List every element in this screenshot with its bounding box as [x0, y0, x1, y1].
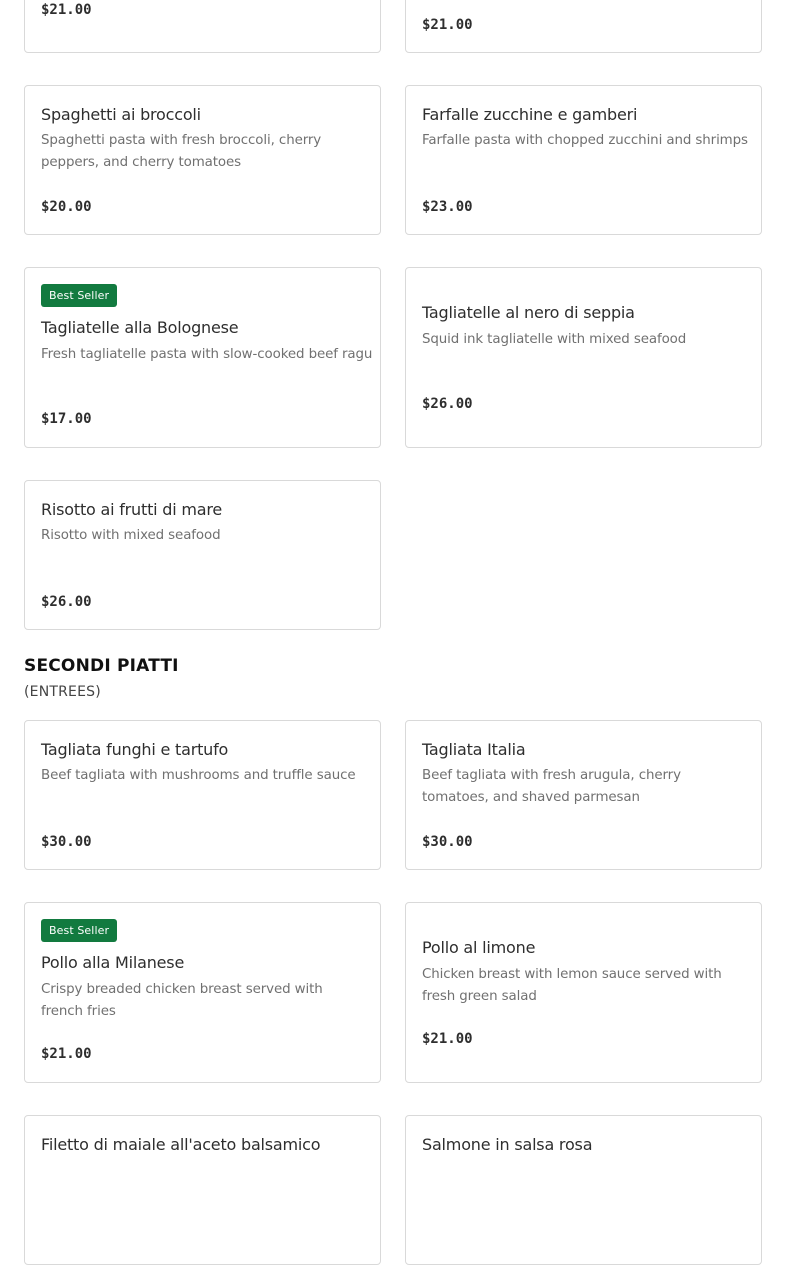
item-description: Crispy breaded chicken breast served with french fries — [41, 982, 323, 1019]
item-name: Pollo alla Milanese — [41, 953, 185, 972]
item-name: Filetto di maiale all'aceto balsamico — [41, 1135, 321, 1154]
item-description: Fresh tagliatelle pasta with slow-cooked beef ragu — [41, 347, 373, 362]
menu-item-card[interactable] — [24, 720, 381, 870]
menu-item-card[interactable] — [24, 0, 381, 53]
menu-item-card[interactable] — [405, 720, 762, 870]
section-subtitle: (ENTREES) — [24, 684, 101, 700]
item-name: Salmone in salsa rosa — [422, 1135, 593, 1154]
item-description: Farfalle pasta with chopped zucchini and shrimps — [422, 133, 748, 148]
item-price: $23.00 — [422, 199, 473, 215]
item-description: Squid ink tagliatelle with mixed seafood — [422, 332, 687, 347]
item-price: $21.00 — [41, 1046, 92, 1062]
menu-item-card[interactable] — [24, 902, 381, 1083]
menu-item-card[interactable] — [24, 267, 381, 448]
item-name: Tagliata Italia — [422, 740, 526, 759]
menu-item-card[interactable] — [405, 1115, 762, 1265]
item-price: $20.00 — [41, 199, 92, 215]
item-price: $17.00 — [41, 411, 92, 427]
menu-item-card[interactable] — [405, 902, 762, 1083]
item-name: Pollo al limone — [422, 938, 536, 957]
item-price: $30.00 — [41, 834, 92, 850]
item-price: $30.00 — [422, 834, 473, 850]
item-name: Risotto ai frutti di mare — [41, 500, 223, 519]
item-description: Chicken breast with lemon sauce served with fresh green salad — [422, 967, 722, 1004]
menu-item-card[interactable] — [405, 0, 762, 53]
item-name: Tagliata funghi e tartufo — [41, 740, 229, 759]
best-seller-badge: Best Seller — [41, 284, 117, 307]
item-price: $21.00 — [422, 17, 473, 33]
item-name: Tagliatelle alla Bolognese — [41, 318, 239, 337]
menu-item-card[interactable] — [405, 267, 762, 448]
item-price: $21.00 — [41, 2, 92, 18]
item-name: Tagliatelle al nero di seppia — [422, 303, 635, 322]
item-name: Spaghetti ai broccoli — [41, 105, 201, 124]
item-price: $26.00 — [422, 396, 473, 412]
item-description: Beef tagliata with fresh arugula, cherry tomatoes, and shaved parmesan — [422, 768, 681, 805]
item-name: Farfalle zucchine e gamberi — [422, 105, 638, 124]
best-seller-badge: Best Seller — [41, 919, 117, 942]
menu-item-card[interactable] — [24, 1115, 381, 1265]
item-description: Spaghetti pasta with fresh broccoli, cherry peppers, and cherry tomatoes — [41, 133, 322, 170]
menu-item-card[interactable] — [405, 85, 762, 235]
item-description: Risotto with mixed seafood — [41, 528, 221, 543]
section-title: SECONDI PIATTI — [24, 656, 179, 676]
item-description: Beef tagliata with mushrooms and truffle sauce — [41, 768, 356, 783]
menu-item-card[interactable] — [24, 85, 381, 235]
item-price: $26.00 — [41, 594, 92, 610]
menu-item-card[interactable] — [24, 480, 381, 630]
item-price: $21.00 — [422, 1031, 473, 1047]
